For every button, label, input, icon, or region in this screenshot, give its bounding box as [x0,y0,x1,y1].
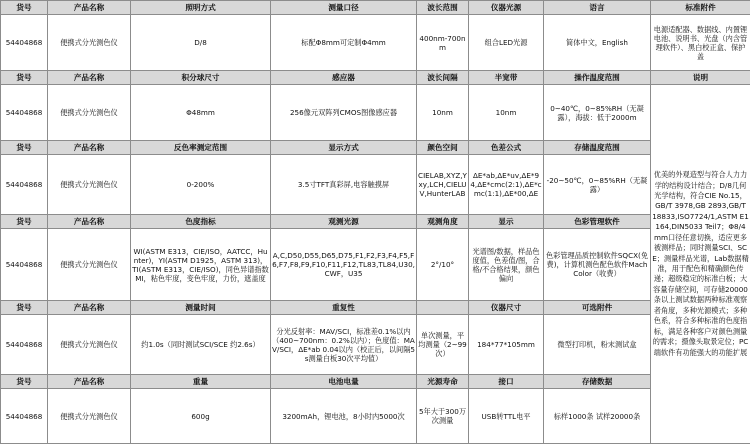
cell-sphere-size: Φ48mm [131,85,271,141]
cell-standard-accessories: 电源适配器、数据线、内置锂电池、说明书、光盘（内含管理软件）、黑白校正盒、保护盖 [651,15,750,71]
cell-light-source: 组合LED光源 [469,15,544,71]
header-item-no: 货号 [1,1,48,15]
cell-aperture: 标配Φ8mm可定制Φ4mm [271,15,417,71]
cell-item-no: 54404868 [1,155,48,215]
header-color-diff-formula: 色差公式 [469,141,544,155]
header-item-no: 货号 [1,71,48,85]
cell-color-software: 色彩管理品质控制软件SQCX(免费)，计算机测色配色软件MachColor（收费） [544,229,651,301]
header-repeatability: 重复性 [271,301,417,315]
cell-item-no: 54404868 [1,315,48,375]
header-display: 显示 [469,215,544,229]
header-sphere-size: 积分球尺寸 [131,71,271,85]
header-operating-temp: 操作温度范围 [544,71,651,85]
cell-language: 简体中文，English [544,15,651,71]
cell-wavelength-interval: 10nm [417,85,469,141]
cell-observer-illuminant: A,C,D50,D55,D65,D75,F1,F2,F3,F4,F5,F6,F7,F8,F9,F10,F11,F12,TL83,TL84,U30,CWF，U35 [271,229,417,301]
header-color-space: 颜色空间 [417,141,469,155]
cell-product-name: 便携式分光测色仪 [48,315,131,375]
header-reflectance-range: 反色率测定范围 [131,141,271,155]
header-blank [417,301,469,315]
cell-measure-mode: 单次测量，平均测量（2~99次） [417,315,469,375]
cell-instrument-size: 184*77*105mm [469,315,544,375]
header-product-name: 产品名称 [48,71,131,85]
header-aperture: 测量口径 [271,1,417,15]
cell-item-no: 54404868 [1,85,48,141]
header-weight: 重量 [131,375,271,389]
cell-observer-angle: 2°/10° [417,229,469,301]
cell-sensor: 256像元双阵列CMOS图像感应器 [271,85,417,141]
header-wavelength-range: 波长范围 [417,1,469,15]
cell-lamp-life: 5年大于300万次测量 [417,389,469,444]
cell-item-no: 54404868 [1,389,48,444]
header-item-no: 货号 [1,301,48,315]
cell-optional-accessories: 微型打印机，粉末测试盒 [544,315,651,375]
header-product-name: 产品名称 [48,1,131,15]
cell-lighting: D/8 [131,15,271,71]
cell-weight: 600g [131,389,271,444]
header-product-name: 产品名称 [48,215,131,229]
header-lighting: 照明方式 [131,1,271,15]
header-storage-temp: 存储温度范围 [544,141,651,155]
cell-reflectance-range: 0-200% [131,155,271,215]
header-half-bandwidth: 半宽带 [469,71,544,85]
cell-color-index: WI(ASTM E313，CIE/ISO，AATCC，Hunter)，YI(ASTM D1925，ASTM 313)，TI(ASTM E313，CIE/ISO)，同色异谱指数MI，粘色牢度，变色牢度，力份，遮盖度 [131,229,271,301]
cell-storage-temp: -20~50℃，0~85%RH（无凝露） [544,155,651,215]
header-item-no: 货号 [1,375,48,389]
header-standard-accessories: 标准附件 [651,1,750,15]
header-optional-accessories: 可选附件 [544,301,651,315]
cell-item-no: 54404868 [1,15,48,71]
cell-data-storage: 标样1000条 试样20000条 [544,389,651,444]
cell-interface: USB转TTL电平 [469,389,544,444]
header-language: 语言 [544,1,651,15]
cell-product-name: 便携式分光测色仪 [48,155,131,215]
header-lamp-life: 光源寿命 [417,375,469,389]
cell-product-name: 便携式分光测色仪 [48,15,131,71]
header-display-mode: 显示方式 [271,141,417,155]
cell-product-name: 便携式分光测色仪 [48,85,131,141]
header-observer-angle: 观测角度 [417,215,469,229]
header-instrument-size: 仪器尺寸 [469,301,544,315]
header-item-no: 货号 [1,141,48,155]
cell-wavelength-range: 400nm-700nm [417,15,469,71]
cell-product-name: 便携式分光测色仪 [48,229,131,301]
header-wavelength-interval: 波长间隔 [417,71,469,85]
cell-color-space: CIELAB,XYZ,Yxy,LCH,CIELUV,HunterLAB [417,155,469,215]
cell-half-bandwidth: 10nm [469,85,544,141]
header-product-name: 产品名称 [48,301,131,315]
header-light-source: 仪器光源 [469,1,544,15]
header-interface: 接口 [469,375,544,389]
cell-operating-temp: 0~40℃，0~85%RH（无凝露），海拔：低于2000m [544,85,651,141]
header-sensor: 感应器 [271,71,417,85]
header-product-name: 产品名称 [48,141,131,155]
header-item-no: 货号 [1,215,48,229]
header-color-software: 色彩管理软件 [544,215,651,229]
header-notes: 说明 [651,71,750,85]
header-product-name: 产品名称 [48,375,131,389]
cell-color-diff-formula: ΔE*ab,ΔE*uv,ΔE*94,ΔE*cmc(2:1),ΔE*cmc(1:1),ΔE*00,ΔE [469,155,544,215]
header-measure-time: 测量时间 [131,301,271,315]
cell-repeatability: 分光反射率：MAV/SCI，标准差0.1%以内（400~700nm：0.2%以内）；色度值：MAV/SCI，ΔE*ab 0.04以内（校正后，以间隔5s测量白板30次平均值） [271,315,417,375]
header-battery: 电池电量 [271,375,417,389]
cell-display: 光谱图/数据，样品色度值，色差值/图，合格/不合格结果，颜色偏向 [469,229,544,301]
notes-text: 优美的外观造型与符合人力力学的结构设计结合；D/8几何光学结构，符合CIE No.15，GB/T 3978,GB 2893,GB/T 18833,ISO7724/1,ASTM E1164,DIN5033 Teil7；Φ8/4mm口径任意切换，适应更多被测样品；同时测量SCI、SCE；测量样品光谱，Lab数据精准，用于配色和精确颜色传递；超级稳定的标准白板；大容量存储空间，可存储20000条以上测试数据两种标准观察者角度，多种光源模式；多种色系，符合多种标准的色度指标，满足各种客户对颜色测量的需求；摄像头取景定位；PC端软件有功能强大的功能扩展 [651,85,750,444]
cell-display-mode: 3.5寸TFT真彩屏,电容触摸屏 [271,155,417,215]
cell-item-no: 54404868 [1,229,48,301]
header-observer-illuminant: 观测光源 [271,215,417,229]
cell-measure-time: 约1.0s（同时测试SCI/SCE 约2.6s） [131,315,271,375]
cell-battery: 3200mAh，锂电池，8小时内5000次 [271,389,417,444]
header-data-storage: 存储数据 [544,375,651,389]
cell-product-name: 便携式分光测色仪 [48,389,131,444]
header-color-index: 色度指标 [131,215,271,229]
